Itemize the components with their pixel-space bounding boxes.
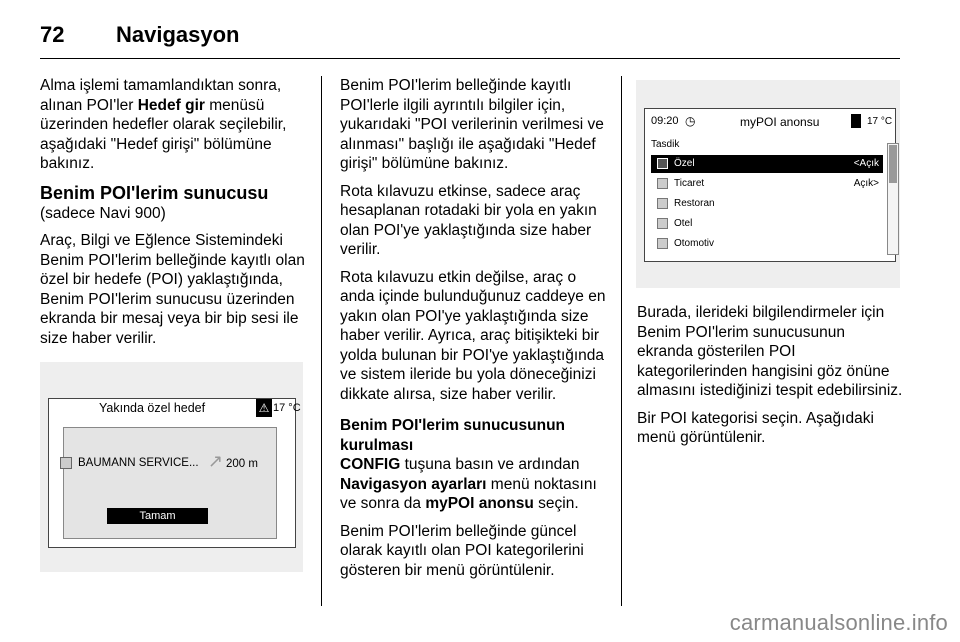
column-divider — [621, 76, 622, 606]
paragraph: Alma işlemi tamamlandıktan sonra, alınan POI'ler Hedef gir menüsü üzerinden hedefler olarak seçilebilir, aşağıdaki "Hedef girişi" bölümüne bakınız. — [40, 77, 287, 172]
paragraph: Burada, ilerideki bilgilendirmeler için Benim POI'lerim sunucusunun ekranda gösterilen POI kategorilerinden hangisini göz önüne almasını istediğinizi tespit edebilirsiniz. — [637, 304, 903, 399]
poi-row — [60, 457, 199, 469]
list-header: Tasdik — [651, 139, 680, 150]
paragraph: Benim POI'lerim belleğinde güncel olarak kayıtlı olan POI kategorilerini gösteren bir menü görüntülenir. — [340, 522, 584, 579]
display-screen — [644, 108, 896, 262]
clock-time: 09:20 — [651, 115, 679, 127]
list-item[interactable]: Otomotiv — [651, 235, 883, 253]
column-divider — [321, 76, 322, 606]
column-1 — [40, 76, 306, 356]
warning-icon — [851, 114, 861, 128]
paragraph: Benim POI'lerim belleğinde kayıtlı POI'lerle ilgili ayrıntılı bilgiler için, yukarıdaki "POI verilerinin verilmesi ve alınması" başlığı ile aşağıdaki "Hedef girişi" bölümüne bakınız. — [340, 77, 604, 172]
clock-icon: ◷ — [685, 114, 696, 128]
list-item[interactable]: Restoran — [651, 195, 883, 213]
poi-icon — [60, 457, 72, 469]
display-screen — [48, 398, 296, 548]
bold-term: Hedef gir — [137, 96, 205, 114]
category-icon — [657, 218, 668, 229]
screen-image-approach-poi — [40, 362, 303, 572]
direction-arrow-icon: ↗ — [208, 451, 224, 471]
category-icon — [657, 178, 668, 189]
section-subtitle: (sadece Navi 900) — [40, 204, 166, 222]
category-icon — [657, 158, 668, 169]
column-2 — [340, 76, 608, 588]
ok-button[interactable]: Tamam — [107, 508, 208, 524]
page-number: 72 — [40, 22, 65, 47]
watermark: carmanualsonline.info — [729, 610, 948, 635]
category-icon — [657, 198, 668, 209]
poi-name: BAUMANN SERVICE... — [78, 457, 199, 470]
screen-title: Yakında özel hedef — [99, 401, 206, 415]
section-title: Benim POI'lerim sunucusu — [40, 182, 269, 203]
list-item[interactable]: Otel — [651, 215, 883, 233]
category-icon — [657, 238, 668, 249]
temperature: 17 °C — [273, 402, 301, 414]
temperature: 17 °C — [867, 116, 893, 127]
screen-title: myPOI anonsu — [740, 115, 820, 129]
paragraph: Rota kılavuzu etkin değilse, araç o anda içinde bulunduğunuz caddeye en yakın olan POI'ye yaklaştığında size haber verilir. Ayrıca, araç bitişikteki bir yolda bulunan bir POI'ye yaklaştığında ve sistem ileride bu yola döneceğinizi dikkate alırsa, size haber verilir. — [340, 268, 606, 403]
category-list — [651, 135, 885, 257]
list-item[interactable]: Özel <Açık — [651, 155, 883, 173]
list-item[interactable]: Ticaret Açık> — [651, 175, 883, 193]
paragraph: Araç, Bilgi ve Eğlence Sistemindeki Benim POI'lerim belleğinde kayıtlı olan özel bir hedefe (POI) yaklaştığında, Benim POI'lerim sunucusu üzerinden ekranda bir mesaj veya bir bip sesi ile size haber verilir. — [40, 232, 305, 347]
scrollbar[interactable] — [887, 143, 899, 255]
poi-distance: 200 m — [226, 458, 258, 470]
paragraph: Bir POI kategorisi seçin. Aşağıdaki menü görüntülenir. — [637, 409, 874, 446]
column-3 — [637, 303, 903, 456]
warning-icon: ⚠ — [256, 399, 272, 417]
subsection-title: Benim POI'lerim sunucusunun kurulması — [340, 417, 566, 454]
screen-image-mypoi-menu — [636, 80, 900, 288]
paragraph: Rota kılavuzu etkinse, sadece araç hesaplanan rotadaki bir yola en yakın olan POI'ye yaklaştığında size haber verilir. — [340, 182, 597, 258]
page-title: Navigasyon — [116, 22, 240, 47]
page-header — [40, 18, 900, 59]
scrollbar-thumb[interactable] — [889, 145, 897, 183]
paragraph: CONFIG tuşuna basın ve ardından Navigasyon ayarları menü noktasını ve sonra da myPOI anonsu seçin. — [340, 456, 597, 512]
